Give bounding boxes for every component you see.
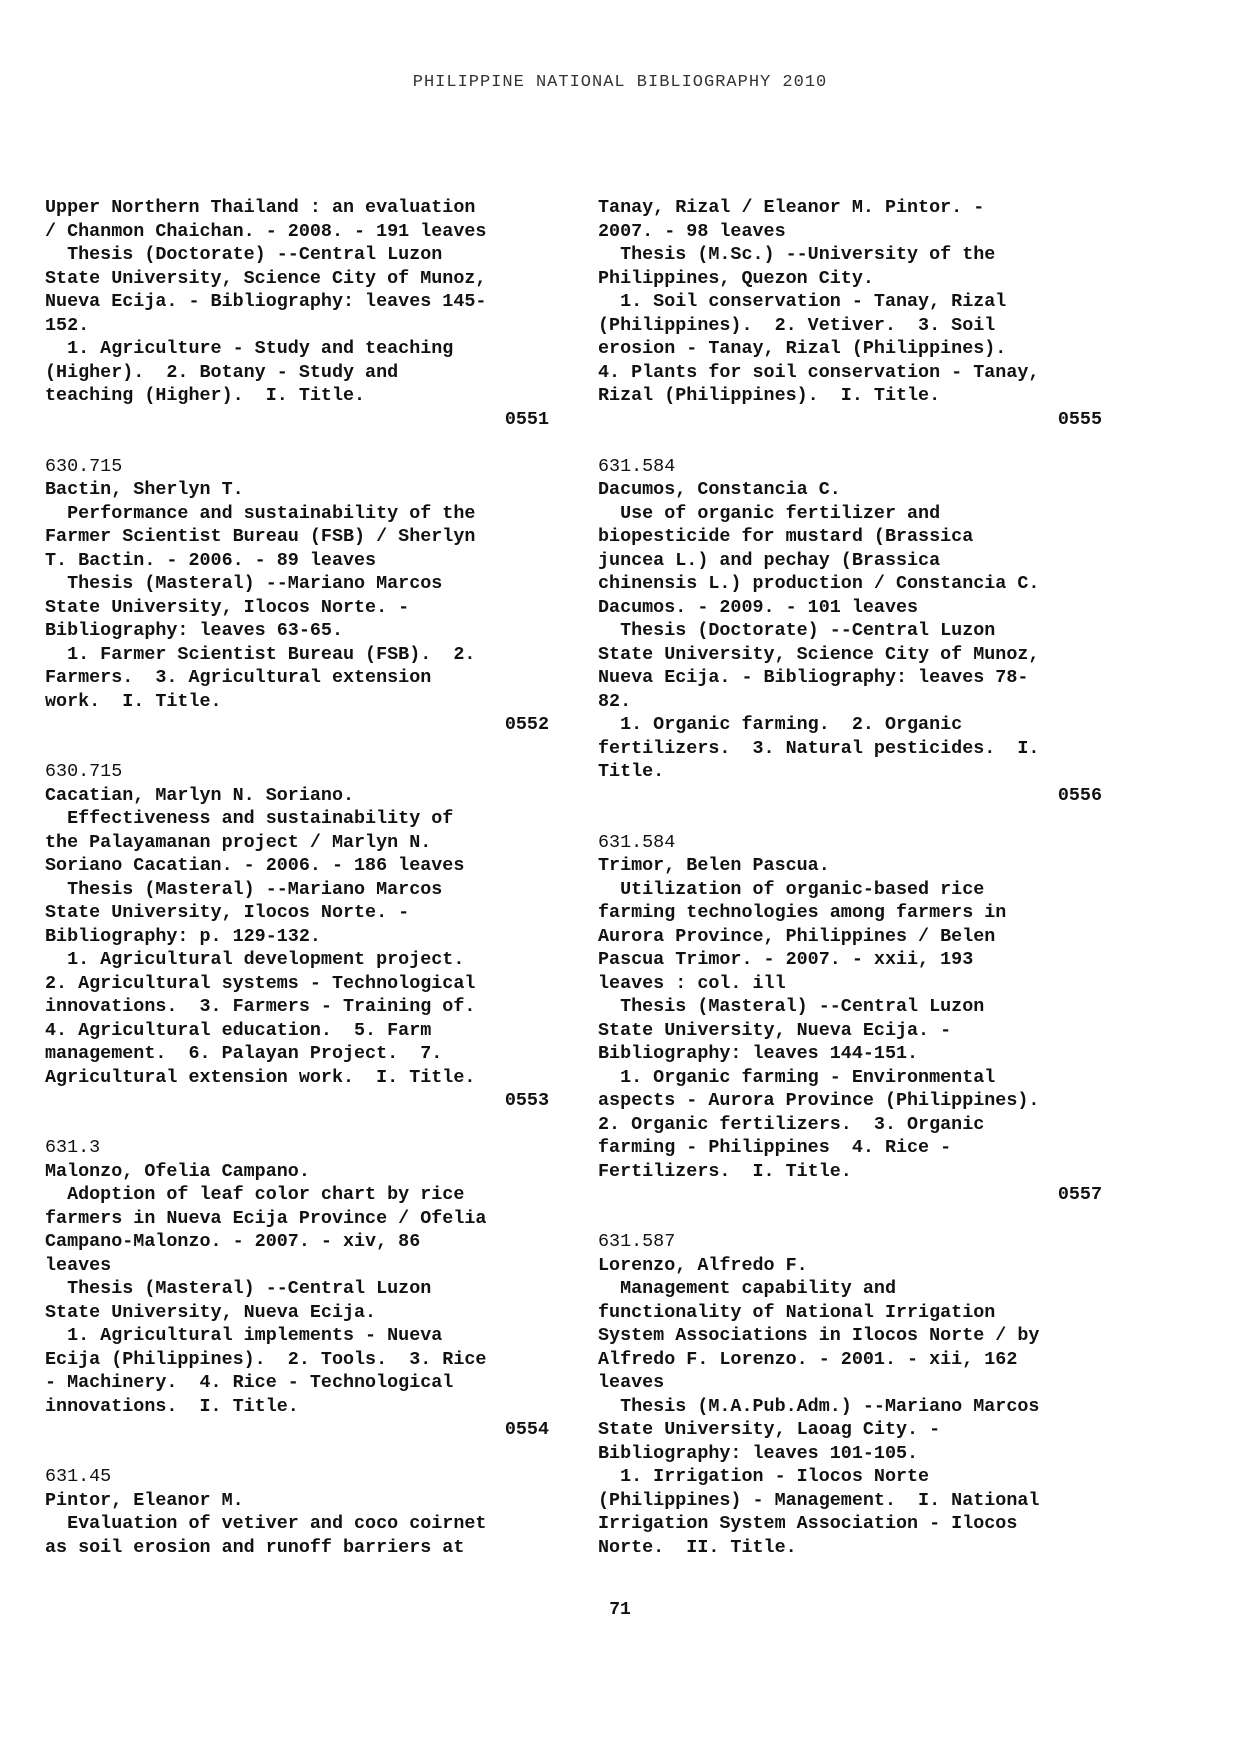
- entry-line: Thesis (Doctorate) --Central Luzon: [598, 620, 996, 641]
- entry-line: (Higher). 2. Botany - Study and: [45, 361, 399, 383]
- entry-line: Farmers. 3. Agricultural extension: [45, 667, 432, 688]
- entry-line: - Machinery. 4. Rice - Technological: [45, 1372, 454, 1393]
- entry-line: T. Bactin. - 2006. - 89 leaves: [45, 549, 377, 571]
- entry-line: State University, Ilocos Norte. -: [45, 596, 410, 618]
- entry-number: 0555: [1057, 408, 1102, 430]
- bibliography-entry: [45, 455, 549, 737]
- entry-line: Effectiveness and sustainability of: [45, 808, 454, 829]
- class-number: 631.584: [598, 831, 676, 853]
- entry-number: 0552: [504, 714, 549, 735]
- entry-line: Bibliography: leaves 101-105.: [598, 1442, 919, 1464]
- bibliography-entry: [598, 196, 1102, 431]
- entry-line: farming technologies among farmers in: [598, 902, 1007, 923]
- entry-line: 1. Soil conservation - Tanay, Rizal: [598, 291, 1007, 312]
- entry-line: 1. Agricultural development project.: [45, 949, 465, 970]
- entry-line: Bibliography: leaves 63-65.: [45, 620, 343, 641]
- entry-line: Ecija (Philippines). 2. Tools. 3. Rice: [45, 1348, 487, 1370]
- entry-line: Bibliography: leaves 144-151.: [598, 1043, 919, 1064]
- entry-line: State University, Nueva Ecija.: [45, 1301, 377, 1323]
- bibliography-entry: [45, 1136, 549, 1442]
- entry-line: biopesticide for mustard (Brassica: [598, 526, 974, 547]
- bibliography-entry: [45, 760, 549, 1113]
- entry-line: Bibliography: p. 129-132.: [45, 925, 321, 947]
- entry-line: chinensis L.) production / Constancia C.: [598, 573, 1040, 594]
- entry-line: 2. Organic fertilizers. 3. Organic: [598, 1113, 985, 1135]
- entry-line: Aurora Province, Philippines / Belen: [598, 925, 996, 947]
- entry-line: fertilizers. 3. Natural pesticides. I.: [598, 737, 1040, 759]
- entry-line: as soil erosion and runoff barriers at: [45, 1536, 465, 1558]
- entry-line: Campano-Malonzo. - 2007. - xiv, 86: [45, 1231, 421, 1252]
- entry-line: innovations. I. Title.: [45, 1395, 299, 1417]
- entry-line: Trimor, Belen Pascua.: [598, 855, 830, 876]
- entry-line: State University, Laoag City. -: [598, 1419, 941, 1440]
- entry-line: 1. Agriculture - Study and teaching: [45, 338, 454, 359]
- entry-line: Pintor, Eleanor M.: [45, 1489, 244, 1511]
- entry-line: work. I. Title.: [45, 690, 222, 712]
- entry-line: State University, Nueva Ecija. -: [598, 1019, 952, 1041]
- entry-line: Tanay, Rizal / Eleanor M. Pintor. -: [598, 197, 985, 218]
- entry-line: Alfredo F. Lorenzo. - 2001. - xii, 162: [598, 1348, 1018, 1370]
- class-number: 631.587: [598, 1231, 676, 1252]
- entry-line: the Palayamanan project / Marlyn N.: [45, 831, 432, 853]
- entry-line: Thesis (M.A.Pub.Adm.) --Mariano Marcos: [598, 1395, 1040, 1417]
- entry-line: Management capability and: [598, 1278, 896, 1299]
- entry-line: 1. Irrigation - Ilocos Norte: [598, 1466, 930, 1487]
- entry-line: Dacumos, Constancia C.: [598, 479, 841, 500]
- entry-line: Agricultural extension work. I. Title.: [45, 1066, 476, 1088]
- entry-line: / Chanmon Chaichan. - 2008. - 191 leaves: [45, 220, 487, 242]
- entry-line: Thesis (Masteral) --Mariano Marcos: [45, 573, 443, 594]
- entry-line: Malonzo, Ofelia Campano.: [45, 1160, 310, 1182]
- entry-line: teaching (Higher). I. Title.: [45, 385, 366, 406]
- entry-line: 2. Agricultural systems - Technological: [45, 972, 476, 994]
- entry-line: leaves: [598, 1372, 665, 1393]
- entry-line: 1. Farmer Scientist Bureau (FSB). 2.: [45, 643, 476, 665]
- entry-line: Pascua Trimor. - 2007. - xxii, 193: [598, 949, 974, 970]
- entry-line: juncea L.) and pechay (Brassica: [598, 549, 941, 571]
- entry-line: Philippines, Quezon City.: [598, 267, 874, 289]
- entry-line: Fertilizers. I. Title.: [598, 1160, 852, 1182]
- entry-line: erosion - Tanay, Rizal (Philippines).: [598, 338, 1007, 359]
- entry-line: farmers in Nueva Ecija Province / Ofelia: [45, 1207, 487, 1229]
- entry-line: innovations. 3. Farmers - Training of.: [45, 996, 476, 1017]
- entry-line: Cacatian, Marlyn N. Soriano.: [45, 784, 355, 806]
- entry-line: State University, Ilocos Norte. -: [45, 902, 410, 923]
- entry-line: System Associations in Ilocos Norte / by: [598, 1325, 1040, 1346]
- entry-line: Soriano Cacatian. - 2006. - 186 leaves: [45, 855, 465, 876]
- entry-line: leaves: [45, 1254, 112, 1276]
- entry-line: Thesis (Masteral) --Central Luzon: [598, 996, 985, 1017]
- entry-line: State University, Science City of Munoz,: [598, 643, 1040, 665]
- entry-number: 0557: [1057, 1184, 1102, 1205]
- entry-line: Dacumos. - 2009. - 101 leaves: [598, 596, 919, 618]
- entry-line: State University, Science City of Munoz,: [45, 267, 487, 289]
- entry-line: Utilization of organic-based rice: [598, 878, 985, 900]
- entry-line: Lorenzo, Alfredo F.: [598, 1254, 808, 1276]
- entry-line: leaves : col. ill: [598, 972, 786, 994]
- entry-number: 0551: [504, 408, 549, 430]
- entry-line: (Philippines). 2. Vetiver. 3. Soil: [598, 314, 996, 336]
- entry-line: 1. Organic farming. 2. Organic: [598, 714, 963, 735]
- entry-line: Norte. II. Title.: [598, 1536, 797, 1558]
- class-number: 631.3: [45, 1137, 101, 1158]
- bibliography-entry: [45, 1465, 549, 1559]
- entry-line: 4. Agricultural education. 5. Farm: [45, 1019, 432, 1041]
- entry-line: Evaluation of vetiver and coco coirnet: [45, 1513, 487, 1534]
- entry-line: Upper Northern Thailand : an evaluation: [45, 197, 476, 218]
- entry-line: 1. Organic farming - Environmental: [598, 1066, 996, 1088]
- entry-line: 2007. - 98 leaves: [598, 220, 786, 242]
- page-number: 71: [609, 1600, 631, 1620]
- entry-number: 0553: [504, 1090, 549, 1111]
- entry-line: Thesis (Masteral) --Mariano Marcos: [45, 878, 443, 900]
- entry-line: Title.: [598, 761, 665, 782]
- bibliography-entry: [45, 196, 549, 431]
- entry-line: 1. Agricultural implements - Nueva: [45, 1325, 443, 1346]
- entry-line: Thesis (Masteral) --Central Luzon: [45, 1278, 432, 1299]
- class-number: 630.715: [45, 455, 123, 477]
- entry-line: Performance and sustainability of the: [45, 502, 476, 524]
- bibliography-entry: [598, 455, 1102, 808]
- bibliography-entry: [598, 831, 1102, 1207]
- entry-number: 0556: [1057, 784, 1102, 806]
- entry-line: farming - Philippines 4. Rice -: [598, 1137, 952, 1158]
- entry-line: functionality of National Irrigation: [598, 1301, 996, 1323]
- entry-line: 4. Plants for soil conservation - Tanay,: [598, 361, 1040, 383]
- class-number: 631.45: [45, 1466, 112, 1487]
- entry-line: Thesis (M.Sc.) --University of the: [598, 244, 996, 265]
- entry-number: 0554: [504, 1419, 549, 1440]
- entry-line: Farmer Scientist Bureau (FSB) / Sherlyn: [45, 526, 476, 547]
- entry-line: 152.: [45, 314, 90, 336]
- running-title: PHILIPPINE NATIONAL BIBLIOGRAPHY 2010: [412, 73, 828, 92]
- entry-line: (Philippines) - Management. I. National: [598, 1489, 1040, 1511]
- entry-line: Adoption of leaf color chart by rice: [45, 1184, 465, 1205]
- entry-line: Irrigation System Association - Ilocos: [598, 1513, 1018, 1534]
- entry-line: Use of organic fertilizer and: [598, 502, 941, 524]
- entry-line: 82.: [598, 690, 632, 712]
- entry-line: management. 6. Palayan Project. 7.: [45, 1043, 443, 1064]
- right-column: [598, 196, 1102, 1583]
- entry-line: Rizal (Philippines). I. Title.: [598, 385, 941, 406]
- entry-line: Thesis (Doctorate) --Central Luzon: [45, 244, 443, 265]
- entry-line: Bactin, Sherlyn T.: [45, 479, 244, 500]
- entry-line: Nueva Ecija. - Bibliography: leaves 78-: [598, 667, 1029, 688]
- entry-line: aspects - Aurora Province (Philippines).: [598, 1090, 1040, 1111]
- bibliography-entry: [598, 1230, 1102, 1559]
- left-column: [45, 196, 549, 1583]
- entry-line: Nueva Ecija. - Bibliography: leaves 145-: [45, 291, 487, 312]
- class-number: 630.715: [45, 761, 123, 782]
- class-number: 631.584: [598, 455, 676, 477]
